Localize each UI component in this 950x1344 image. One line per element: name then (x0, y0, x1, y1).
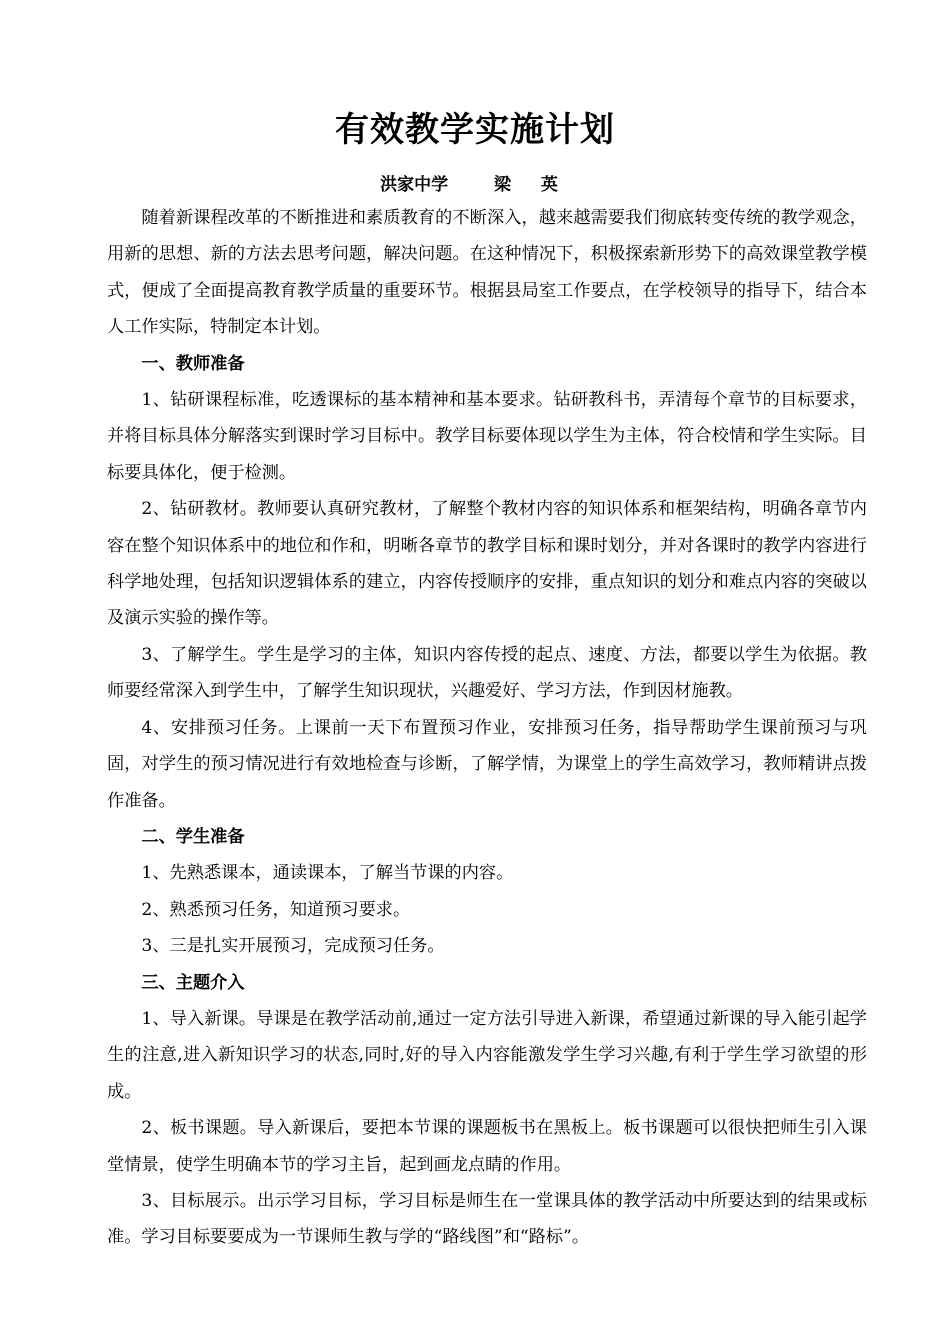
body-paragraph: 1、钻研课程标准，吃透课标的基本精神和基本要求。钻研教科书，弄清每个章节的目标要求，并将目标具体分解落实到课时学习目标中。教学目标要体现以学生为主体，符合校情和学生实际。目标要具体化，便于检测。 (107, 390, 867, 483)
body-paragraph: 3、三是扎实开展预习，完成预习任务。 (141, 936, 445, 957)
body-paragraph: 4、安排预习任务。上课前一天下布置预习作业，安排预习任务，指导帮助学生课前预习与巩固，对学生的预习情况进行有效地检查与诊断，了解学情，为课堂上的学生高效学习，教师精讲点拨作准备。 (107, 717, 867, 811)
body-paragraph: 随着新课程改革的不断推进和素质教育的不断深入，越来越需要我们彻底转变传统的教学观念，用新的思想、新的方法去思考问题，解决问题。在这种情况下，积极探索新形势下的高效课堂教学模式，便成了全面提高教育教学质量的重要环节。根据县局室工作要点，在学校领导的指导下，结合本人工作实际，特制定本计划。 (107, 208, 867, 338)
body-paragraph: 3、目标展示。出示学习目标，学习目标是师生在一堂课具体的教学活动中所要达到的结果或标准。学习目标要要成为一节课师生教与学的“路线图”和“路标”。 (107, 1190, 867, 1248)
body-paragraph: 2、板书课题。导入新课后，要把本节课的课题板书在黑板上。板书课题可以很快把师生引入课堂情景，使学生明确本节的学习主旨，起到画龙点睛的作用。 (107, 1118, 867, 1175)
section-heading: 三、主题介入 (141, 972, 245, 993)
section-heading: 二、学生准备 (141, 826, 245, 847)
body-paragraph: 1、先熟悉课本，通读课本，了解当节课的内容。 (141, 863, 514, 884)
body-paragraph: 1、导入新课。导课是在教学活动前,通过一定方法引导进入新课，希望通过新课的导入能引起学生的注意,进入新知识学习的状态,同时,好的导入内容能激发学生学习兴趣,有利于学生学习欲望的形成。 (107, 1008, 867, 1102)
document-body (107, 200, 867, 1256)
section-heading: 一、教师准备 (141, 353, 245, 374)
byline-author: 梁 英 (494, 175, 570, 195)
byline (0, 172, 950, 198)
byline-school: 洪家中学 (380, 175, 449, 195)
body-paragraph: 2、熟悉预习任务，知道预习要求。 (141, 899, 411, 920)
document-title: 有效教学实施计划 (335, 110, 615, 150)
body-paragraph: 3、了解学生。学生是学习的主体，知识内容传授的起点、速度、方法，都要以学生为依据。教师要经常深入到学生中，了解学生知识现状，兴趣爱好、学习方法，作到因材施教。 (107, 644, 867, 702)
body-paragraph: 2、钻研教材。教师要认真研究教材，了解整个教材内容的知识体系和框架结构，明确各章节内容在整个知识体系中的地位和作和，明晰各章节的教学目标和课时划分，并对各课时的教学内容进行科学地处理，包括知识逻辑体系的建立，内容传授顺序的安排，重点知识的划分和难点内容的突破以及演示实验的操作等。 (107, 499, 867, 629)
